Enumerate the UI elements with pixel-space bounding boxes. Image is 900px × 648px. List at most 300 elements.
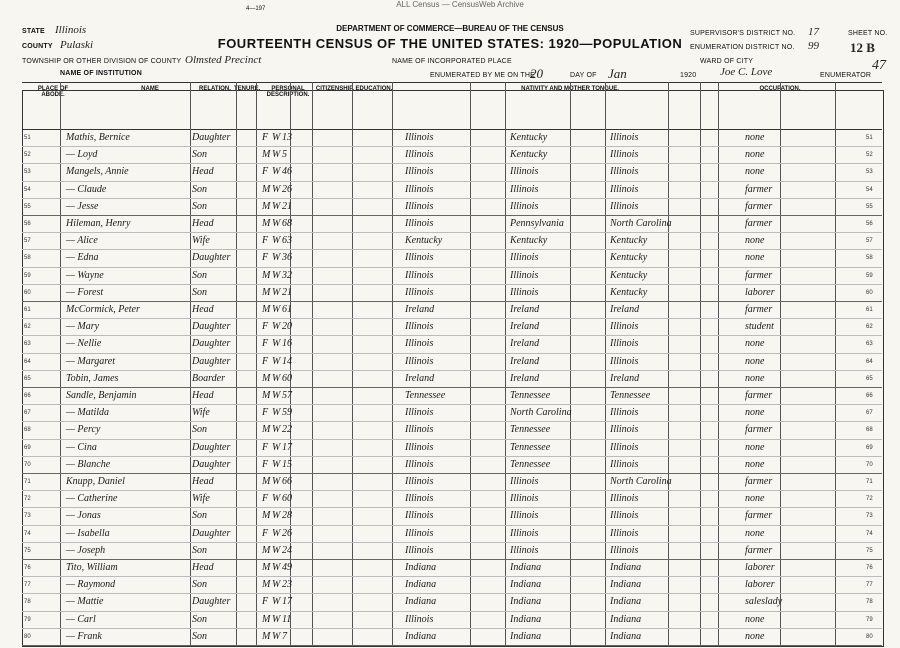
- sex: F: [262, 441, 269, 453]
- rule: [236, 82, 237, 645]
- relation: Daughter: [192, 441, 231, 453]
- state-label: STATE: [22, 28, 45, 35]
- enumeration-district-value: 99: [808, 40, 819, 52]
- enumerator-name: Joe C. Love: [720, 66, 773, 78]
- birthplace: Illinois: [405, 527, 434, 539]
- father-birthplace: Illinois: [510, 544, 539, 556]
- birthplace: Illinois: [405, 183, 434, 195]
- col-citizenship: CITIZENSHIP.: [315, 86, 355, 92]
- row-number-left: 59: [24, 272, 31, 279]
- father-birthplace: Illinois: [510, 286, 539, 298]
- father-birthplace: Tennessee: [510, 458, 551, 470]
- row-rule: [22, 335, 882, 336]
- person-name: — Matilda: [66, 407, 110, 419]
- occupation: farmer: [745, 218, 773, 229]
- rule: [60, 82, 61, 645]
- occupation: farmer: [745, 304, 773, 315]
- person-name: — Mary: [66, 321, 100, 333]
- mother-birthplace: Indiana: [610, 562, 642, 573]
- occupation: none: [745, 355, 765, 367]
- mother-birthplace: Illinois: [610, 407, 639, 419]
- row-rule: [22, 473, 882, 474]
- race: W: [272, 132, 281, 143]
- relation: Son: [192, 269, 207, 281]
- race: W: [272, 355, 281, 367]
- age: 24: [282, 544, 292, 556]
- race: W: [272, 372, 281, 384]
- race: W: [272, 613, 281, 625]
- birthplace: Illinois: [405, 424, 434, 436]
- person-name: — Jesse: [66, 200, 99, 212]
- person-name: — Nellie: [66, 338, 102, 350]
- person-name: McCormick, Peter: [66, 304, 140, 315]
- father-birthplace: Ireland: [510, 338, 540, 350]
- mother-birthplace: Illinois: [610, 424, 639, 436]
- sex: M: [262, 544, 271, 556]
- sex: M: [262, 613, 271, 625]
- row-number-left: 79: [24, 616, 31, 623]
- occupation: none: [745, 132, 765, 143]
- day-of-label: DAY OF: [570, 72, 597, 79]
- enumeration-month: Jan: [608, 66, 627, 81]
- row-number-left: 68: [24, 427, 31, 434]
- sex: F: [262, 252, 269, 264]
- enumerator-label: ENUMERATOR: [820, 72, 872, 79]
- row-number-left: 61: [24, 307, 31, 313]
- row-number-left: 73: [24, 513, 31, 520]
- mother-birthplace: Kentucky: [610, 252, 648, 264]
- relation: Daughter: [192, 596, 231, 608]
- mother-birthplace: Illinois: [610, 200, 639, 212]
- birthplace: Illinois: [405, 407, 434, 419]
- row-rule: [22, 611, 882, 612]
- row-number-right: 64: [866, 358, 873, 365]
- row-number-right: 68: [866, 427, 873, 434]
- person-name: — Cina: [66, 441, 97, 453]
- age: 22: [282, 424, 292, 436]
- relation: Daughter: [192, 527, 231, 539]
- rule: [780, 82, 781, 645]
- mother-birthplace: Indiana: [610, 579, 642, 591]
- age: 60: [282, 372, 292, 384]
- person-name: — Loyd: [66, 149, 98, 161]
- age: 46: [282, 166, 292, 178]
- rule: [718, 82, 719, 645]
- sex: F: [262, 493, 269, 505]
- mother-birthplace: Tennessee: [610, 390, 651, 401]
- sex: M: [262, 269, 271, 281]
- row-rule: [22, 146, 882, 147]
- row-number-right: 60: [866, 289, 873, 296]
- age: 26: [282, 183, 292, 195]
- father-birthplace: Indiana: [510, 630, 542, 642]
- row-number-left: 71: [24, 479, 31, 485]
- relation: Head: [192, 304, 214, 315]
- supervisor-value: 17: [808, 26, 819, 38]
- row-number-left: 58: [24, 255, 31, 262]
- sheet-title: FOURTEENTH CENSUS OF THE UNITED STATES: 1920—POPULATION: [217, 36, 683, 51]
- row-rule: [22, 215, 882, 216]
- race: W: [272, 252, 281, 264]
- person-name: — Wayne: [66, 269, 104, 281]
- occupation: none: [745, 252, 765, 264]
- form-number: 4—197: [246, 6, 266, 12]
- person-name: Mangels, Annie: [66, 166, 129, 178]
- mother-birthplace: Ireland: [610, 304, 640, 315]
- row-number-left: 62: [24, 324, 31, 331]
- person-name: Hileman, Henry: [66, 218, 131, 229]
- occupation: saleslady: [745, 596, 783, 608]
- row-number-right: 58: [866, 255, 873, 262]
- mother-birthplace: Indiana: [610, 613, 642, 625]
- race: W: [272, 218, 281, 229]
- father-birthplace: Ireland: [510, 321, 540, 333]
- row-rule: [22, 421, 882, 422]
- col-personal-description: PERSONAL DESCRIPTION.: [266, 86, 310, 98]
- relation: Son: [192, 286, 207, 298]
- row-number-left: 67: [24, 410, 31, 417]
- age: 5: [282, 149, 287, 161]
- father-birthplace: Kentucky: [510, 132, 548, 143]
- occupation: none: [745, 407, 765, 419]
- birthplace: Kentucky: [405, 235, 443, 247]
- row-number-left: 70: [24, 461, 31, 468]
- father-birthplace: Kentucky: [510, 149, 548, 161]
- relation: Head: [192, 476, 214, 487]
- age: 28: [282, 510, 292, 522]
- father-birthplace: North Carolina: [510, 407, 572, 419]
- institution-label: NAME OF INSTITUTION: [60, 70, 142, 77]
- race: W: [272, 269, 281, 281]
- relation: Daughter: [192, 252, 231, 264]
- father-birthplace: Illinois: [510, 200, 539, 212]
- row-rule: [22, 284, 882, 285]
- row-rule: [22, 232, 882, 233]
- row-rule: [22, 267, 882, 268]
- rule: [312, 82, 313, 645]
- person-name: Sandle, Benjamin: [66, 390, 137, 401]
- sex: M: [262, 183, 271, 195]
- rule: [190, 82, 191, 645]
- occupation: none: [745, 630, 765, 642]
- race: W: [272, 544, 281, 556]
- row-number-right: 71: [866, 479, 873, 485]
- father-birthplace: Illinois: [510, 527, 539, 539]
- father-birthplace: Kentucky: [510, 235, 548, 247]
- col-nativity: NATIVITY AND MOTHER TONGUE.: [521, 86, 619, 92]
- person-name: Mathis, Bernice: [66, 132, 130, 143]
- rule: [835, 82, 836, 645]
- sex: M: [262, 304, 271, 315]
- relation: Daughter: [192, 132, 231, 143]
- mother-birthplace: Ireland: [610, 372, 640, 384]
- sex: M: [262, 390, 271, 401]
- birthplace: Illinois: [405, 355, 434, 367]
- person-name: — Edna: [66, 252, 99, 264]
- row-rule: [22, 198, 882, 199]
- race: W: [272, 424, 281, 436]
- father-birthplace: Indiana: [510, 562, 542, 573]
- age: 7: [282, 630, 287, 642]
- relation: Son: [192, 579, 207, 591]
- occupation: none: [745, 613, 765, 625]
- row-number-left: 78: [24, 599, 31, 606]
- row-number-left: 74: [24, 530, 31, 537]
- race: W: [272, 579, 281, 591]
- age: 21: [282, 286, 292, 298]
- age: 60: [282, 493, 292, 505]
- age: 20: [282, 321, 292, 333]
- township-label: TOWNSHIP OR OTHER DIVISION OF COUNTY: [22, 58, 182, 65]
- row-rule: [22, 353, 882, 354]
- race: W: [272, 321, 281, 333]
- age: 16: [282, 338, 292, 350]
- birthplace: Illinois: [405, 149, 434, 161]
- enumeration-day: 20: [530, 66, 543, 81]
- sex: F: [262, 321, 269, 333]
- person-name: — Percy: [66, 424, 101, 436]
- race: W: [272, 235, 281, 247]
- birthplace: Illinois: [405, 132, 434, 143]
- mother-birthplace: Kentucky: [610, 286, 648, 298]
- birthplace: Illinois: [405, 458, 434, 470]
- relation: Son: [192, 613, 207, 625]
- rule: [352, 82, 353, 645]
- mother-birthplace: Illinois: [610, 355, 639, 367]
- person-name: — Forest: [66, 286, 104, 298]
- father-birthplace: Ireland: [510, 372, 540, 384]
- age: 11: [282, 613, 292, 625]
- age: 68: [282, 218, 292, 229]
- father-birthplace: Illinois: [510, 252, 539, 264]
- occupation: none: [745, 372, 765, 384]
- birthplace: Indiana: [405, 630, 437, 642]
- father-birthplace: Indiana: [510, 613, 542, 625]
- col-name: NAME: [141, 86, 159, 92]
- age: 49: [282, 562, 292, 573]
- mother-birthplace: North Carolina: [610, 218, 672, 229]
- occupation: farmer: [745, 200, 773, 212]
- row-number-right: 77: [866, 582, 873, 589]
- sex: M: [262, 286, 271, 298]
- occupation: none: [745, 166, 765, 178]
- sex: M: [262, 200, 271, 212]
- sheet-label: SHEET NO.: [848, 30, 888, 37]
- race: W: [272, 493, 281, 505]
- row-number-left: 80: [24, 633, 31, 640]
- relation: Son: [192, 183, 207, 195]
- row-rule: [22, 163, 882, 164]
- father-birthplace: Illinois: [510, 510, 539, 522]
- father-birthplace: Ireland: [510, 304, 540, 315]
- father-birthplace: Illinois: [510, 183, 539, 195]
- department-line: DEPARTMENT OF COMMERCE—BUREAU OF THE CENSUS: [336, 24, 564, 33]
- mother-birthplace: Illinois: [610, 149, 639, 161]
- rule: [392, 82, 393, 645]
- age: 21: [282, 200, 292, 212]
- row-number-right: 75: [866, 547, 873, 554]
- age: 15: [282, 458, 292, 470]
- sheet-value: 12 B: [850, 40, 875, 55]
- age: 14: [282, 355, 292, 367]
- person-name: — Alice: [66, 235, 98, 247]
- county-label: COUNTY: [22, 43, 53, 50]
- age: 36: [282, 252, 292, 264]
- row-number-right: 79: [866, 616, 873, 623]
- row-number-left: 55: [24, 203, 31, 210]
- sex: F: [262, 407, 269, 419]
- occupation: laborer: [745, 562, 775, 573]
- row-rule: [22, 559, 882, 560]
- birthplace: Illinois: [405, 544, 434, 556]
- age: 57: [282, 390, 292, 401]
- person-name: — Isabella: [66, 527, 110, 539]
- birthplace: Illinois: [405, 476, 434, 487]
- supervisor-label: SUPERVISOR'S DISTRICT NO.: [690, 30, 796, 37]
- occupation: none: [745, 235, 765, 247]
- race: W: [272, 527, 281, 539]
- col-place-of-abode: PLACE OF ABODE.: [37, 86, 69, 98]
- row-number-right: 54: [866, 186, 873, 193]
- township-value: Olmsted Precinct: [185, 54, 262, 66]
- occupation: farmer: [745, 476, 773, 487]
- mother-birthplace: Illinois: [610, 441, 639, 453]
- row-number-right: 73: [866, 513, 873, 520]
- person-name: Tito, William: [66, 562, 118, 573]
- age: 13: [282, 132, 292, 143]
- occupation: farmer: [745, 544, 773, 556]
- enumeration-district-label: ENUMERATION DISTRICT NO.: [690, 44, 795, 51]
- occupation: none: [745, 493, 765, 505]
- rule: [605, 82, 606, 645]
- birthplace: Ireland: [405, 372, 435, 384]
- occupation: none: [745, 441, 765, 453]
- father-birthplace: Tennessee: [510, 441, 551, 453]
- birthplace: Illinois: [405, 321, 434, 333]
- mother-birthplace: Illinois: [610, 183, 639, 195]
- person-name: Tobin, James: [66, 372, 119, 384]
- relation: Son: [192, 510, 207, 522]
- row-rule: [22, 318, 882, 319]
- mother-birthplace: Illinois: [610, 338, 639, 350]
- ward-label: WARD OF CITY: [700, 58, 754, 65]
- row-number-left: 69: [24, 444, 31, 451]
- row-rule: [22, 301, 882, 302]
- father-birthplace: Tennessee: [510, 390, 551, 401]
- person-name: — Mattie: [66, 596, 104, 608]
- occupation: farmer: [745, 424, 773, 436]
- row-rule: [22, 645, 882, 646]
- relation: Son: [192, 149, 207, 161]
- race: W: [272, 304, 281, 315]
- row-number-right: 72: [866, 496, 873, 503]
- sex: M: [262, 424, 271, 436]
- row-rule: [22, 542, 882, 543]
- birthplace: Illinois: [405, 286, 434, 298]
- person-name: — Carl: [66, 613, 96, 625]
- row-number-right: 56: [866, 221, 873, 227]
- corner-number: 47: [872, 58, 886, 73]
- row-number-right: 53: [866, 169, 873, 176]
- birthplace: Ireland: [405, 304, 435, 315]
- birthplace: Illinois: [405, 441, 434, 453]
- birthplace: Indiana: [405, 596, 437, 608]
- sex: M: [262, 476, 271, 487]
- row-rule: [22, 456, 882, 457]
- race: W: [272, 286, 281, 298]
- relation: Daughter: [192, 321, 231, 333]
- age: 59: [282, 407, 292, 419]
- race: W: [272, 441, 281, 453]
- mother-birthplace: Kentucky: [610, 235, 648, 247]
- relation: Daughter: [192, 458, 231, 470]
- row-rule: [22, 404, 882, 405]
- occupation: laborer: [745, 286, 775, 298]
- relation: Head: [192, 166, 214, 178]
- race: W: [272, 562, 281, 573]
- row-number-right: 52: [866, 152, 873, 159]
- birthplace: Illinois: [405, 166, 434, 178]
- row-rule: [22, 490, 882, 491]
- mother-birthplace: Illinois: [610, 458, 639, 470]
- race: W: [272, 200, 281, 212]
- sex: M: [262, 372, 271, 384]
- row-number-right: 76: [866, 565, 873, 571]
- row-number-left: 57: [24, 238, 31, 245]
- sex: F: [262, 596, 269, 608]
- relation: Daughter: [192, 355, 231, 367]
- relation: Son: [192, 424, 207, 436]
- relation: Wife: [192, 493, 210, 505]
- rule: [570, 82, 571, 645]
- row-number-right: 67: [866, 410, 873, 417]
- birthplace: Illinois: [405, 269, 434, 281]
- birthplace: Illinois: [405, 613, 434, 625]
- row-number-left: 77: [24, 582, 31, 589]
- father-birthplace: Pennsylvania: [510, 218, 564, 229]
- occupation: none: [745, 338, 765, 350]
- row-rule: [22, 181, 882, 182]
- row-rule: [22, 387, 882, 388]
- father-birthplace: Indiana: [510, 579, 542, 591]
- person-name: — Frank: [66, 630, 102, 642]
- row-number-left: 60: [24, 289, 31, 296]
- row-number-right: 51: [866, 135, 873, 141]
- row-number-left: 51: [24, 135, 31, 141]
- col-relation: RELATION.: [199, 86, 231, 92]
- occupation: farmer: [745, 269, 773, 281]
- row-number-left: 65: [24, 375, 31, 382]
- sex: M: [262, 218, 271, 229]
- row-number-right: 65: [866, 375, 873, 382]
- row-number-right: 78: [866, 599, 873, 606]
- row-number-right: 80: [866, 633, 873, 640]
- father-birthplace: Illinois: [510, 269, 539, 281]
- race: W: [272, 183, 281, 195]
- birthplace: Illinois: [405, 200, 434, 212]
- occupation: none: [745, 458, 765, 470]
- relation: Daughter: [192, 338, 231, 350]
- birthplace: Illinois: [405, 218, 434, 229]
- sex: F: [262, 355, 269, 367]
- race: W: [272, 510, 281, 522]
- birthplace: Tennessee: [405, 390, 446, 401]
- age: 63: [282, 235, 292, 247]
- sex: F: [262, 166, 269, 178]
- father-birthplace: Indiana: [510, 596, 542, 608]
- relation: Head: [192, 390, 214, 401]
- mother-birthplace: Indiana: [610, 596, 642, 608]
